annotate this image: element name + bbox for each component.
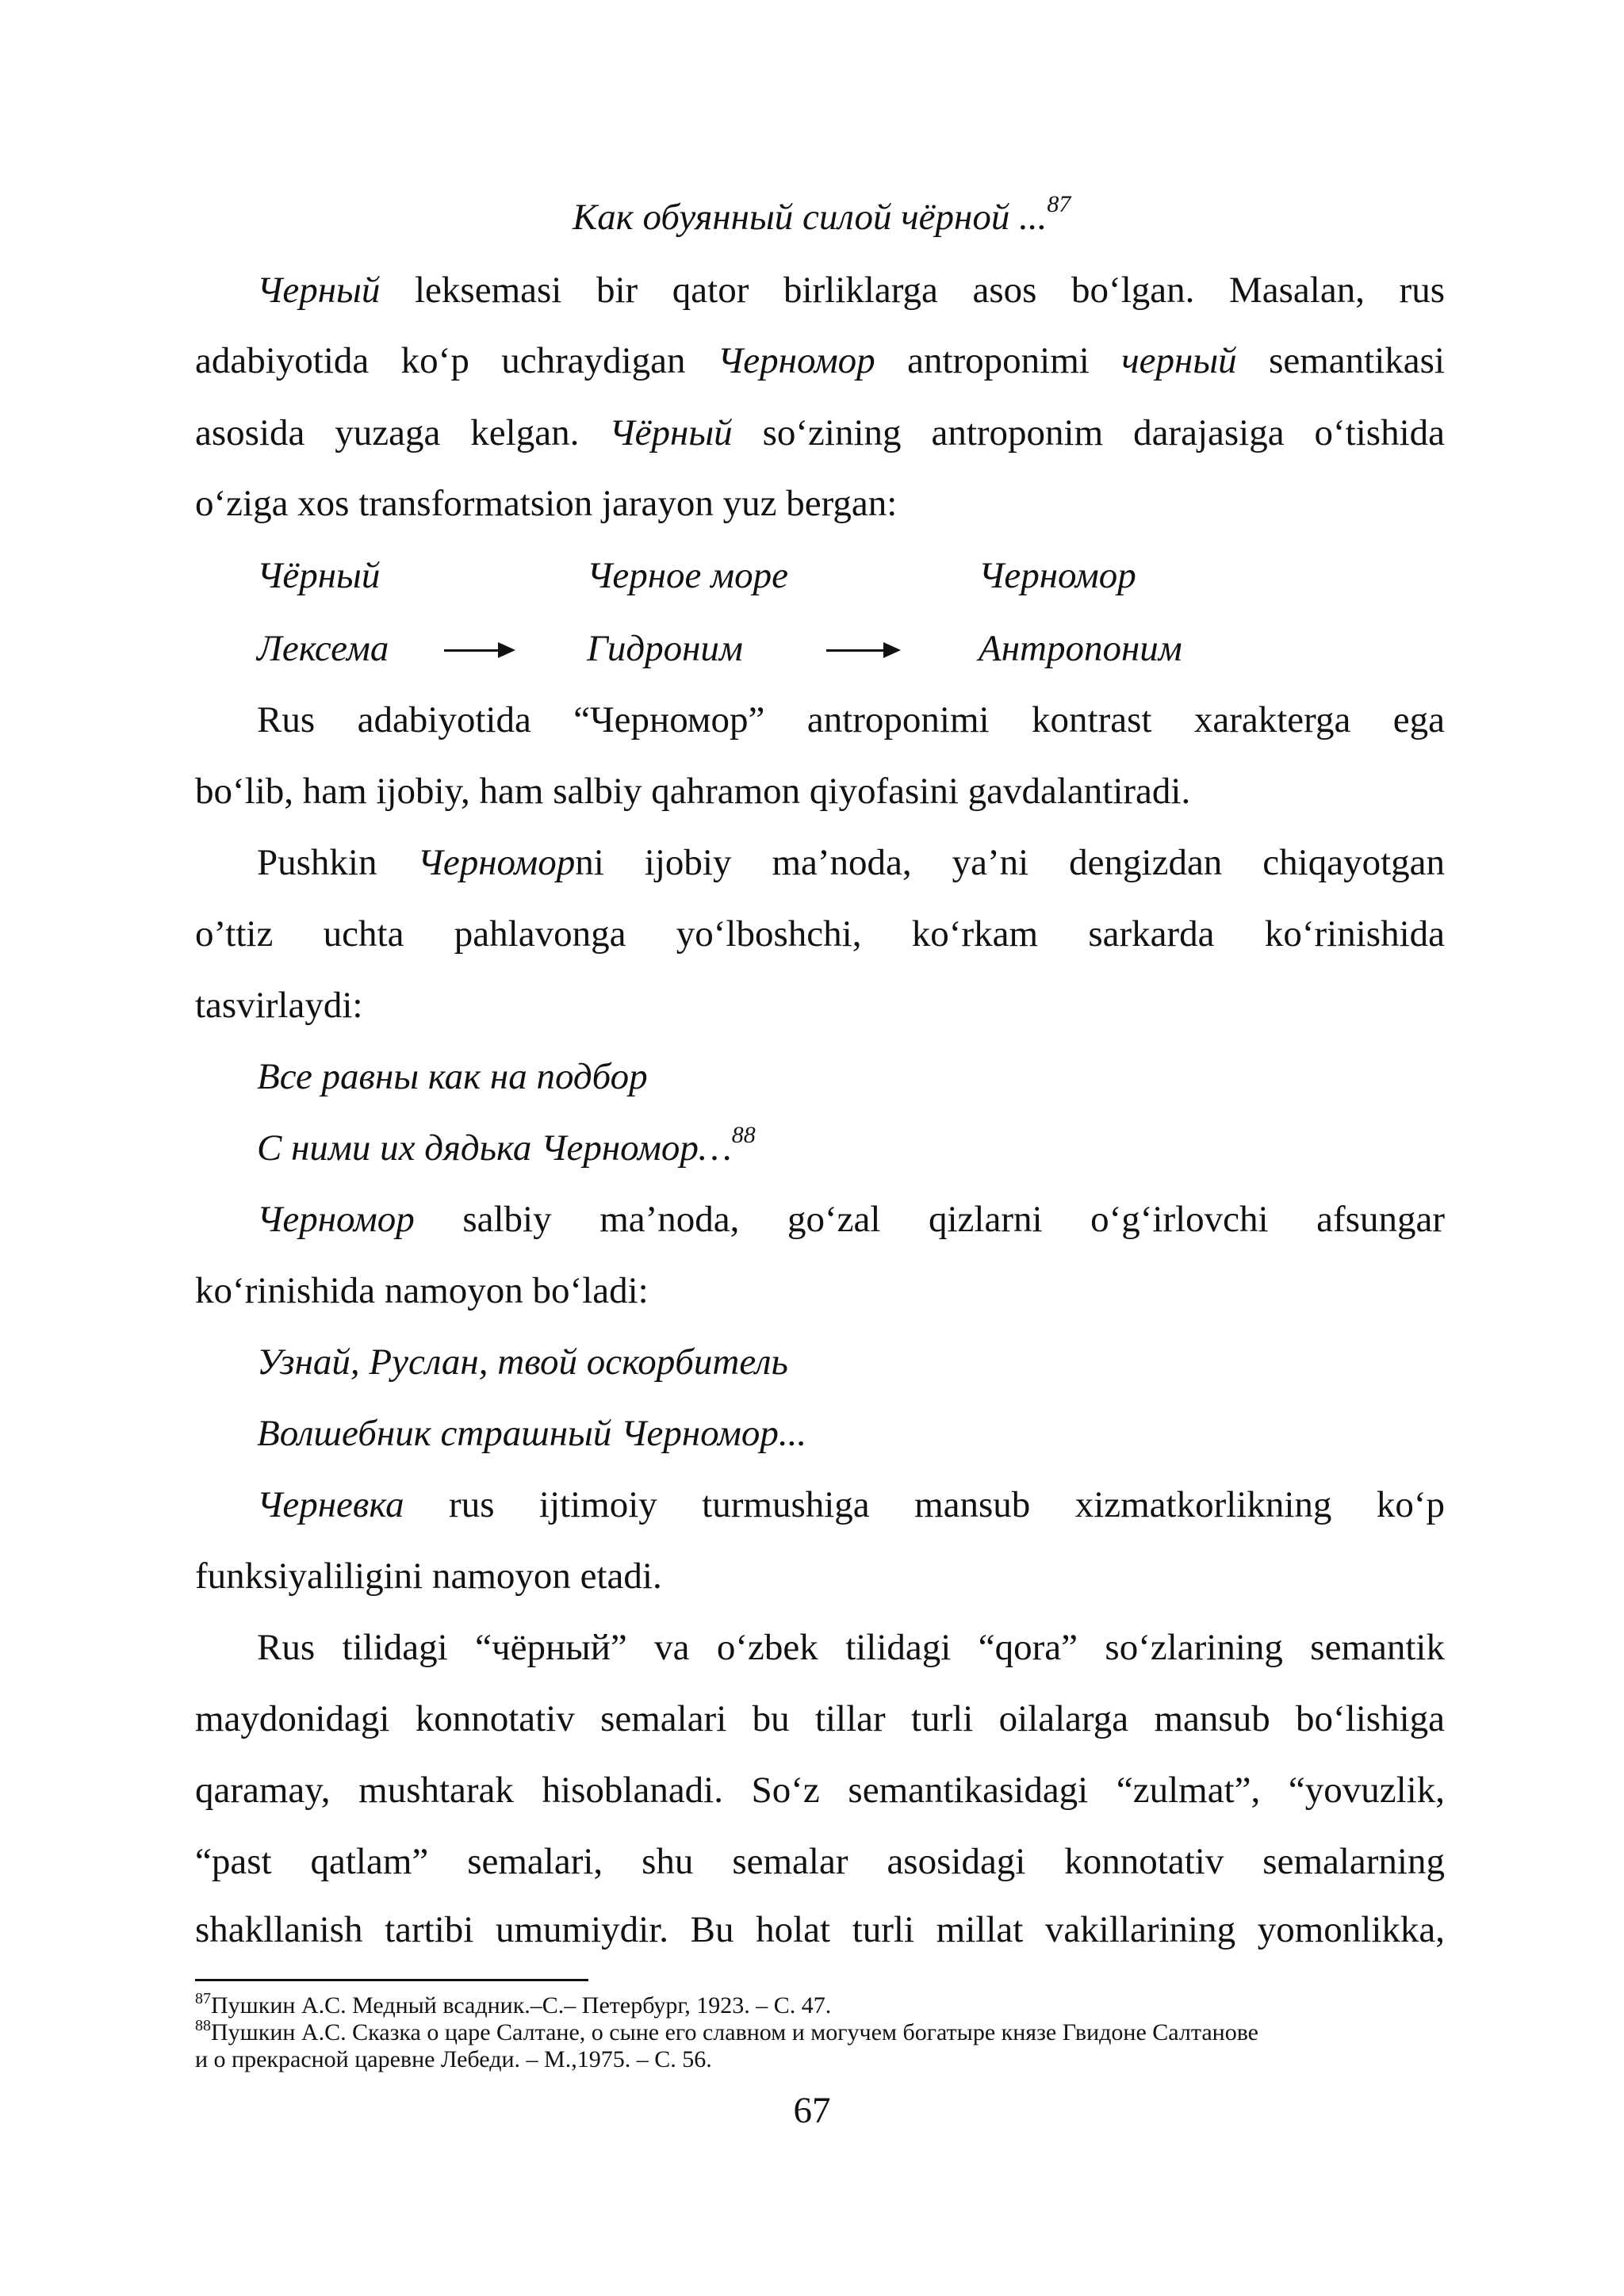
epigraph: Как обуянный силой чёрной ...$^{87}$ — [573, 191, 1071, 238]
footnote-ref-87: 87 — [1047, 191, 1071, 217]
para1-line1: Черный leksemasi bir qator birliklarga asos bo‘lgan. Masalan, rus — [257, 270, 1445, 311]
footnote-88-continuation: и о прекрасной царевне Лебеди. – М.,1975. – С. 56. — [195, 2046, 712, 2072]
para6-line5: shakllanish tartibi umumiydir. Bu holat turli millat vakillarining yomonlikka, — [195, 1909, 1445, 1950]
para4-line1: Черномор salbiy ma’noda, go‘zal qizlarni o‘g‘irlovchi afsungar — [257, 1199, 1445, 1240]
footnote-ref-88: 88 — [731, 1122, 756, 1148]
para6-line3: qaramay, mushtarak hisoblanadi. So‘z semantikasidagi “zulmat”, “yovuzlik, — [195, 1770, 1445, 1811]
scheme-lexeme-label: Лексема — [257, 628, 389, 669]
quote2-line2: Волшебник страшный Черномор... — [257, 1413, 807, 1454]
arrow-right-icon — [826, 649, 898, 652]
quote2-line1: Узнай, Руслан, твой оскорбитель — [257, 1341, 788, 1383]
para1-line4: o‘ziga xos transformatsion jarayon yuz bergan: — [195, 483, 898, 524]
para6-line2: maydonidagi konnotativ semalari bu tillar turli oilalarga mansub bo‘lishiga — [195, 1698, 1445, 1739]
scheme-anthroponym-word: Черномор — [979, 555, 1136, 596]
quote1-line2: С ними их дядька Черномор…$^{88}$ — [257, 1122, 756, 1169]
para2-line2: bo‘lib, ham ijobiy, ham salbiy qahramon qiyofasini gavdalantiradi. — [195, 771, 1191, 812]
page-number: 67 — [793, 2090, 831, 2131]
para2-line1: Rus adabiyotida “Черномор” antroponimi kontrast xarakterga ega — [257, 699, 1445, 740]
para4-line2: ko‘rinishida namoyon bo‘ladi: — [195, 1270, 649, 1311]
para3-line2: o’ttiz uchta pahlavonga yo‘lboshchi, ko‘rkam sarkarda ko‘rinishida — [195, 913, 1445, 955]
para6-line4: “past qatlam” semalari, shu semalar asosidagi konnotativ semalarning — [195, 1841, 1445, 1882]
scheme-anthroponym-label: Антропоним — [979, 628, 1182, 669]
footnote-88: $^{88}$Пушкин А.С. Сказка о царе Салтане, о сыне его славном и могучем богатыре князе Гвидоне Салтанове — [195, 2017, 1258, 2045]
footnote-87: $^{87}$Пушкин А.С. Медный всадник.–С.– Петербург, 1923. – С. 47. — [195, 1990, 832, 2019]
para1-line2: adabiyotida ko‘p uchraydigan Черномор antroponimi черный semantikasi — [195, 340, 1445, 381]
para3-line1: Pushkin Черноморni ijobiy ma’noda, ya’ni dengizdan chiqayotgan — [257, 842, 1445, 883]
scheme-hydronym-label: Гидроним — [587, 628, 743, 669]
para1-line3: asosida yuzaga kelgan. Чёрный so‘zining antroponim darajasiga o‘tishida — [195, 412, 1445, 453]
footnote-divider — [195, 1979, 588, 1981]
scheme-hydronym-word: Черное море — [587, 555, 789, 596]
para6-line1: Rus tilidagi “чёрный” va o‘zbek tilidagi “qora” so‘zlarining semantik — [257, 1627, 1445, 1668]
para3-line3: tasvirlaydi: — [195, 985, 363, 1026]
para5-line2: funksiyaliligini namoyon etadi. — [195, 1556, 662, 1597]
scheme-lexeme-word: Чёрный — [257, 555, 381, 596]
arrow-right-icon — [444, 649, 512, 652]
quote1-line1: Все равны как на подбор — [257, 1056, 648, 1097]
para5-line1: Черневка rus ijtimoiy turmushiga mansub xizmatkorlikning ko‘p — [257, 1484, 1445, 1525]
